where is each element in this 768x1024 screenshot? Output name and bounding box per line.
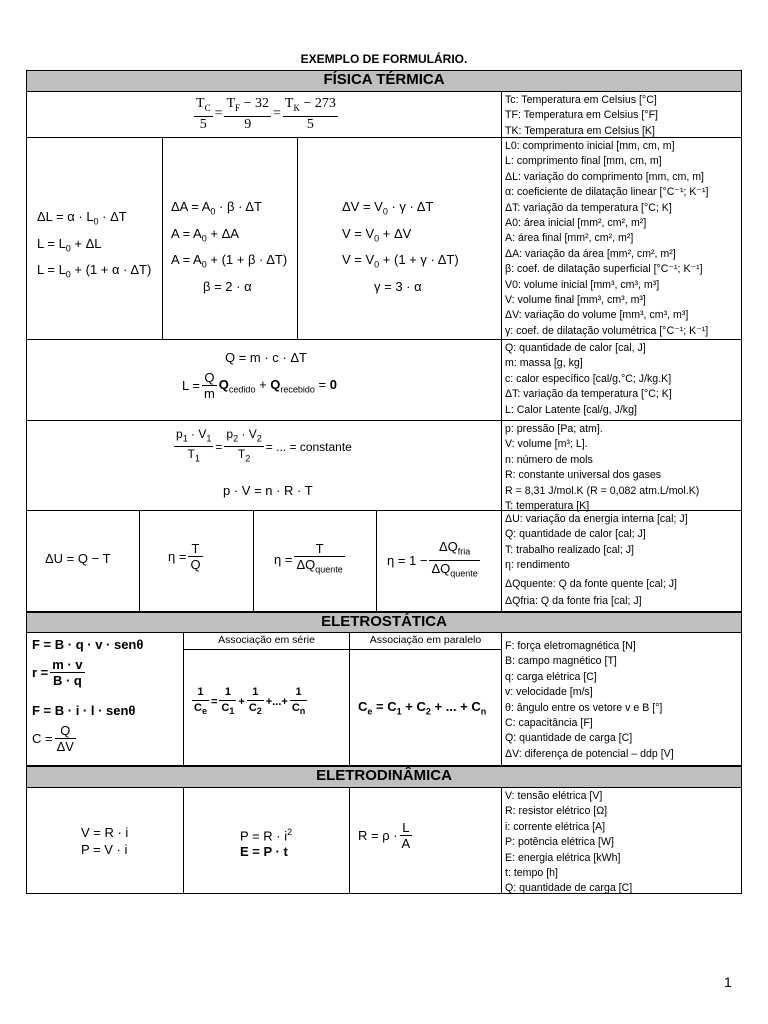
legend-item: v: velocidade [m/s] (505, 686, 593, 699)
legend-item: c: calor específico [cal/g.°C; J/kg.K] (505, 372, 672, 385)
legend-dilatacao (501, 138, 741, 339)
radius-formula: r = $\frac{m \cdot v}{B \cdot q}$ (32, 657, 83, 688)
linear-dilation-cell (27, 138, 163, 339)
row-calorimetria (26, 340, 742, 421)
parallel-association-cell (350, 633, 502, 765)
legend-item: ΔV: diferença de potencial – ddp [V] (505, 747, 674, 760)
legend-item: C: capacitância [F] (505, 716, 593, 729)
legend-item: t: tempo [h] (505, 866, 558, 879)
legend-item: Q: quantidade de carga [C] (505, 882, 633, 895)
general-gas-law: $\frac{p_1 \cdot V_1}{T_1}$ = $\frac{p_2 \cdot V_2}{T_2}$ = ... = constante (176, 427, 352, 464)
legend-item: T: temperatura [K] (505, 499, 590, 512)
legend-eletrostatica (501, 633, 741, 765)
efficiency-hot-formula: η = $\frac{T}{\Delta Q_{quente}}$ (274, 541, 343, 575)
legend-item: q: carga elétrica [C] (505, 670, 597, 683)
legend-item: ΔQfria: Q da fonte fria [cal; J] (505, 594, 642, 607)
legend-item: E: energia elétrica [kWh] (505, 851, 621, 864)
volume-dilation-formulas: $\Delta V = V_0 \cdot \gamma \cdot \Delta T$ $V = V_0 + \Delta V$ $V = V_0 + (1 + \gamma \cdot \Delta T)$ γ = 3 · α (342, 199, 459, 294)
legend-termodinamica (501, 511, 741, 611)
legend-item: A: área final [mm², cm², m²] (505, 232, 634, 245)
parallel-association-header: Associação em paralelo (350, 633, 501, 650)
legend-item: η: rendimento (505, 559, 570, 572)
legend-item: TK: Temperatura em Celsius [K] (505, 124, 655, 137)
legend-item: R: resistor elétrico [Ω] (505, 805, 608, 818)
legend-item: R: constante universal dos gases (505, 469, 662, 482)
legend-item: V: volume final [mm³, cm³, m³] (505, 293, 646, 306)
row-dilatacao (26, 138, 742, 340)
calorimetry-cell (27, 340, 502, 420)
legend-item: V: tensão elétrica [V] (505, 790, 603, 802)
legend-item: m: massa [g, kg] (505, 357, 583, 370)
clapeyron-equation: p · V = n · R · T (223, 483, 313, 498)
heat-quantity-formula: Q = m · c · ΔT (225, 350, 307, 365)
magnetic-force-formula: F = B · q · v · senθ (32, 637, 144, 652)
second-ohm-law: R = ρ · $\frac{L}{A}$ (358, 820, 411, 851)
efficiency-hot-cell (254, 511, 377, 611)
ohm-power-formulas: V = R · i P = V · i (81, 825, 129, 857)
legend-item: F: força eletromagnética [N] (505, 640, 636, 652)
row-gases (26, 421, 742, 511)
legend-item: L0: comprimento inicial [mm, cm, m] (505, 140, 675, 152)
linear-dilation-formulas: $\Delta L = \alpha \cdot L_0 \cdot \Delta T$ $L = L_0 + \Delta L$ $L = L_0 + (1 + \alpha \cdot \Delta T)$ (37, 209, 152, 280)
series-association-cell (184, 633, 350, 765)
power-energy-cell (184, 788, 350, 893)
legend-eletrodinamica (501, 788, 741, 893)
temperature-formula-cell (27, 92, 502, 137)
efficiency-cold-formula: η = 1 − $\frac{\Delta Q_{fria}}{\Delta Q_{quente}}$ (387, 539, 478, 579)
legend-item: ΔQquente: Q da fonte quente [cal; J] (505, 577, 677, 590)
legend-item: Q: quantidade de calor [cal, J] (505, 342, 646, 354)
page-number: 1 (724, 974, 732, 990)
row-eletrostatica (26, 633, 742, 766)
legend-item: V0: volume inicial [mm³, cm³, m³] (505, 278, 660, 291)
legend-temperature (501, 92, 741, 137)
latent-heat-formula: L = $\frac{Q}{m}$ $Q_{cedido} + Q_{recebido} = 0$ (182, 370, 337, 401)
section-header-eletrostatica: ELETROSTÁTICA (26, 612, 742, 633)
section-header-eletrodinamica: ELETRODINÂMICA (26, 766, 742, 788)
first-law-formula: ΔU = Q − T (45, 551, 111, 566)
legend-item: R = 8,31 J/mol.K (R = 0,082 atm.L/mol.K) (505, 484, 700, 497)
legend-item: Tc: Temperatura em Celsius [°C] (505, 94, 657, 106)
document-title: EXEMPLO DE FORMULÁRIO. (300, 52, 468, 66)
volume-dilation-cell (298, 138, 502, 339)
power-energy-formulas: $P = R \cdot i^2$ E = P · t (240, 827, 293, 860)
legend-item: α: coeficiente de dilatação linear [°C⁻¹; K⁻¹] (505, 186, 709, 199)
surface-dilation-cell (163, 138, 298, 339)
efficiency-cell (140, 511, 254, 611)
legend-item: P: potência elétrica [W] (505, 836, 614, 849)
resistance-cell (350, 788, 502, 893)
row-temperature (26, 92, 742, 138)
surface-dilation-formulas: $\Delta A = A_0 \cdot \beta \cdot \Delta T$ $A = A_0 + \Delta A$ $A = A_0 + (1 + \beta \cdot \Delta T)$ β = 2 · α (171, 199, 288, 294)
legend-item: B: campo magnético [T] (505, 655, 617, 668)
legend-item: ΔU: variação da energia interna [cal; J] (505, 513, 688, 525)
parallel-capacitor-formula: $C_e = C_1 + C_2$ + ... + $C_n$ (358, 699, 487, 717)
legend-item: L: comprimento final [mm, cm, m] (505, 155, 662, 168)
section-header-fisica-termica: FÍSICA TÉRMICA (26, 70, 742, 92)
legend-item: θ: ângulo entre os vetore v e B [°] (505, 701, 663, 714)
legend-item: β: coef. de dilatação superficial [°C⁻¹; K⁻¹] (505, 263, 703, 276)
legend-calorimetria (501, 340, 741, 420)
legend-item: n: número de mols (505, 453, 593, 466)
legend-item: γ: coef. de dilatação volumétrica [°C⁻¹; K⁻¹] (505, 324, 709, 337)
legend-item: V: volume [m³; L]. (505, 438, 588, 451)
legend-item: ΔL: variação do comprimento [mm, cm, m] (505, 170, 704, 183)
ohm-law-cell (27, 788, 184, 893)
legend-gases (501, 421, 741, 510)
series-capacitor-formula: $\frac{1}{C_e}$ = $\frac{1}{C_1}$ + $\frac{1}{C_2}$ +...+ $\frac{1}{C_n}$ (194, 686, 306, 717)
row-termodinamica (26, 511, 742, 612)
legend-item: Q: quantidade de calor [cal; J] (505, 528, 646, 541)
legend-item: p: pressão [Pa; atm]. (505, 423, 603, 435)
gases-cell (27, 421, 502, 510)
efficiency-cold-cell (377, 511, 502, 611)
legend-item: ΔT: variação da temperatura [°C; K] (505, 201, 672, 214)
legend-item: i: corrente elétrica [A] (505, 820, 606, 833)
legend-item: Q: quantidade de carga [C] (505, 732, 633, 745)
temperature-conversion-formula: $\frac{T_C}{5}$ = $\frac{T_F - 32}{9}$ = $\frac{T_K - 273}{5}$ (196, 96, 336, 132)
legend-item: ΔA: variação da área [mm², cm², m²] (505, 247, 676, 260)
row-eletrodinamica (26, 788, 742, 894)
legend-item: A0: área inicial [mm², cm², m²] (505, 216, 647, 229)
electromagnetic-force-cell (27, 633, 184, 765)
legend-item: TF: Temperatura em Celsius [°F] (505, 109, 658, 122)
legend-item: T: trabalho realizado [cal; J] (505, 543, 634, 556)
series-association-header: Associação em série (184, 633, 349, 650)
first-law-cell (27, 511, 140, 611)
legend-item: L: Calor Latente [cal/g, J/kg] (505, 403, 637, 416)
capacitance-formula: C = $\frac{Q}{\Delta V}$ (32, 723, 74, 754)
legend-item: ΔT: variação da temperatura [°C; K] (505, 388, 672, 401)
legend-item: ΔV: variação do volume [mm³, cm³, m³] (505, 309, 689, 322)
wire-force-formula: F = B · i · l · senθ (32, 703, 136, 718)
efficiency-formula: η = $\frac{T}{Q}$ (168, 541, 201, 572)
